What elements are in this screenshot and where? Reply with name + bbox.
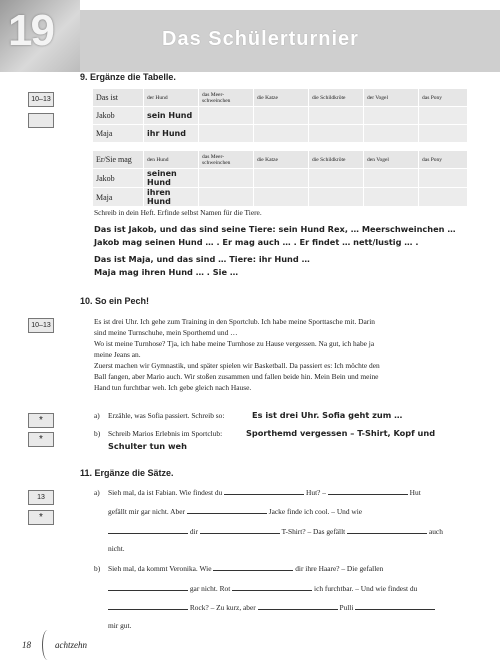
section-9-empty-box: [28, 113, 54, 128]
table-blank-cell[interactable]: [309, 188, 364, 207]
footer-divider: [42, 630, 53, 660]
table-header-cell: die Schildkröte: [309, 151, 364, 169]
table-header-cell: die Schildkröte: [309, 89, 364, 107]
exercise-b-line-2: [108, 583, 417, 594]
fill-blank[interactable]: [258, 602, 338, 610]
section-9-badge: 10–13: [28, 92, 54, 107]
task-b-answer-line-2: Schulter tun weh: [108, 441, 187, 451]
table-header-cell: Er/Sie mag: [93, 151, 144, 169]
table-header-cell: die Katze: [254, 89, 309, 107]
table-blank-cell[interactable]: [254, 169, 309, 188]
example-maja-line-1: Das ist Maja, und das sind … Tiere: ihr Hund …: [94, 254, 310, 264]
section-9-heading: 9. Ergänze die Tabelle.: [80, 72, 176, 82]
sentence-fragment: Hut? –: [306, 488, 326, 497]
section-9-instruction: Schreib in dein Heft. Erfinde selbst Namen für die Tiere.: [94, 208, 262, 217]
exercise-b-line-4: mir gut.: [108, 621, 132, 630]
sentence-fragment: dir ihre Haare? – Die gefallen: [295, 564, 384, 573]
fill-blank[interactable]: [108, 526, 188, 534]
example-jakob-line-2: Jakob mag seinen Hund … . Er mag auch … . Er findet … nett/lustig … .: [94, 237, 419, 247]
chapter-number: 19: [8, 6, 53, 55]
exercise-b-line-3: [108, 602, 435, 613]
table-row-label: Jakob: [93, 169, 144, 188]
sentence-fragment: Pulli: [339, 603, 354, 612]
table-header-cell: das Pony: [419, 89, 468, 107]
story-line: Zuerst machen wir Gymnastik, und später spielen wir Basketball. Da passiert es: Ich möchte den: [94, 361, 380, 370]
sentence-fragment: Hut: [409, 488, 421, 497]
fill-blank[interactable]: [213, 563, 293, 571]
exercise-a-line-2: [108, 506, 362, 517]
exercise-a-line-4: nicht.: [108, 544, 125, 553]
table-answer-cell: seinen Hund: [144, 169, 199, 188]
fill-blank[interactable]: [200, 526, 280, 534]
story-line: Wo ist meine Turnhose? Tja, ich habe meine Turnhose zu Hause vergessen. Na gut, ich habe ja: [94, 339, 375, 348]
table-blank-cell[interactable]: [309, 169, 364, 188]
sentence-fragment: Sieh mal, da ist Fabian. Wie findest du: [108, 488, 223, 497]
table-blank-cell[interactable]: [309, 107, 364, 125]
story-line: Hand tun furchtbar weh. Ich gebe gleich nach Hause.: [94, 383, 252, 392]
task-a-answer: Es ist drei Uhr. Sofia geht zum …: [252, 410, 403, 420]
page-number: 18: [22, 640, 31, 650]
table-blank-cell[interactable]: [364, 188, 419, 207]
story-line: Ball fangen, aber Mario auch. Wir stoßen zusammen und fallen beide hin. Mein Bein und meine: [94, 372, 379, 381]
sentence-fragment: gar nicht. Rot: [189, 584, 231, 593]
sentence-fragment: ich furchtbar. – Und wie findest du: [314, 584, 418, 593]
task-b-label: b): [94, 429, 101, 438]
table-header-cell: den Hund: [144, 151, 199, 169]
table-header-cell: der Hund: [144, 89, 199, 107]
story-line: Es ist drei Uhr. Ich gehe zum Training in den Sportclub. Ich habe meine Sporttasche mit. Darin: [94, 317, 375, 326]
table-answer-cell: sein Hund: [144, 107, 199, 125]
table-blank-cell[interactable]: [309, 125, 364, 143]
sentence-fragment: dir: [189, 527, 199, 536]
table-blank-cell[interactable]: [364, 125, 419, 143]
exercise-a-label: a): [94, 488, 100, 497]
table-blank-cell[interactable]: [199, 169, 254, 188]
exercise-a-line-1: [108, 487, 421, 498]
fill-blank[interactable]: [355, 602, 435, 610]
section-11-star: *: [28, 510, 54, 525]
table-blank-cell[interactable]: [199, 107, 254, 125]
table-header-cell: das Meer-schweinchen: [199, 151, 254, 169]
story-line: meine Jeans an.: [94, 350, 141, 359]
table-blank-cell[interactable]: [199, 188, 254, 207]
page-title: Das Schülerturnier: [162, 28, 359, 50]
example-jakob-line-1: Das ist Jakob, und das sind seine Tiere: sein Hund Rex, … Meerschweinchen …: [94, 224, 456, 234]
table-header-cell: das Meer-schweinchen: [199, 89, 254, 107]
table-header-cell: das Pony: [419, 151, 468, 169]
table-header-cell: den Vogel: [364, 151, 419, 169]
table-row-label: Jakob: [93, 107, 144, 125]
example-maja-line-2: Maja mag ihren Hund … . Sie …: [94, 267, 239, 277]
section-11-heading: 11. Ergänze die Sätze.: [80, 468, 174, 478]
table-blank-cell[interactable]: [254, 107, 309, 125]
fill-blank[interactable]: [347, 526, 427, 534]
sentence-fragment: Sieh mal, da kommt Veronika. Wie: [108, 564, 212, 573]
table-possessive-nominative: [92, 88, 468, 143]
section-10-star-b: *: [28, 432, 54, 447]
table-blank-cell[interactable]: [419, 169, 468, 188]
exercise-a-line-3: [108, 526, 443, 537]
fill-blank[interactable]: [232, 583, 312, 591]
fill-blank[interactable]: [108, 583, 188, 591]
section-10-star-a: *: [28, 413, 54, 428]
table-possessive-accusative: [92, 150, 468, 207]
task-a-text: Erzähle, was Sofia passiert. Schreib so:: [108, 411, 225, 420]
table-blank-cell[interactable]: [254, 188, 309, 207]
fill-blank[interactable]: [328, 487, 408, 495]
section-10-story: [94, 316, 474, 393]
sentence-fragment: T-Shirt? – Das gefällt: [281, 527, 346, 536]
story-line: sind meine Turnschuhe, mein Sporthemd und …: [94, 328, 238, 337]
fill-blank[interactable]: [108, 602, 188, 610]
table-answer-cell: ihren Hund: [144, 188, 199, 207]
section-11-badge: 13: [28, 490, 54, 505]
task-a-label: a): [94, 411, 100, 420]
sentence-fragment: Rock? – Zu kurz, aber: [189, 603, 256, 612]
task-b-text: Schreib Marios Erlebnis im Sportclub:: [108, 429, 223, 438]
table-header-cell: die Katze: [254, 151, 309, 169]
exercise-b-line-1: [108, 563, 383, 574]
task-b-answer-line-1: Sporthemd vergessen – T-Shirt, Kopf und: [246, 428, 436, 438]
table-blank-cell[interactable]: [364, 169, 419, 188]
table-blank-cell[interactable]: [254, 125, 309, 143]
sentence-fragment: Jacke finde ich cool. – Und wie: [268, 507, 363, 516]
table-row-label: Maja: [93, 188, 144, 207]
table-blank-cell[interactable]: [419, 188, 468, 207]
sentence-fragment: gefällt mir gar nicht. Aber: [108, 507, 185, 516]
fill-blank[interactable]: [224, 487, 304, 495]
page-number-word: achtzehn: [55, 640, 87, 650]
section-10-heading: 10. So ein Pech!: [80, 296, 150, 306]
table-header-cell: Das ist: [93, 89, 144, 107]
table-blank-cell[interactable]: [199, 125, 254, 143]
table-blank-cell[interactable]: [419, 125, 468, 143]
table-blank-cell[interactable]: [364, 107, 419, 125]
table-answer-cell: ihr Hund: [144, 125, 199, 143]
table-row-label: Maja: [93, 125, 144, 143]
fill-blank[interactable]: [187, 506, 267, 514]
section-10-badge: 10–13: [28, 318, 54, 333]
table-blank-cell[interactable]: [419, 107, 468, 125]
sentence-fragment: auch: [428, 527, 443, 536]
exercise-b-label: b): [94, 564, 101, 573]
table-header-cell: der Vogel: [364, 89, 419, 107]
